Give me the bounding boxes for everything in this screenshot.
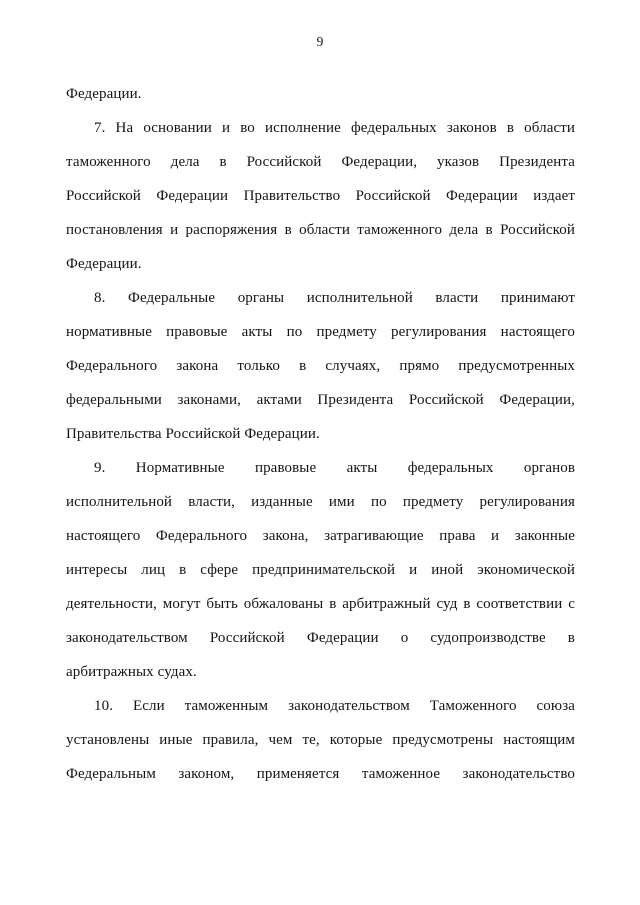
text-line: Федеральным законом, применяется таможенное законодательство [66,766,575,782]
text-line: Правительства Российской Федерации. [66,426,320,442]
text-line: Федерации. [66,86,142,102]
text-line: 9. Нормативные правовые акты федеральных органов [94,460,575,476]
text-line: установлены иные правила, чем те, которые предусмотрены настоящим [66,732,575,748]
text-line: законодательством Российской Федерации о судопроизводстве в [66,630,575,646]
text-line: настоящего Федерального закона, затрагивающие права и законные [66,528,575,544]
text-line: арбитражных судах. [66,664,197,680]
text-line: таможенного дела в Российской Федерации, указов Президента [66,154,575,170]
text-line: Федерального закона только в случаях, прямо предусмотренных [66,358,575,374]
text-line: деятельности, могут быть обжалованы в арбитражный суд в соответствии с [66,596,575,612]
document-body [66,77,575,791]
text-line: 10. Если таможенным законодательством Таможенного союза [94,698,575,714]
text-line: Федерации. [66,256,142,272]
text-line: нормативные правовые акты по предмету регулирования настоящего [66,324,575,340]
page-number: 9 [316,34,324,49]
text-line: исполнительной власти, изданные ими по предмету регулирования [66,494,575,510]
text-line: постановления и распоряжения в области таможенного дела в Российской [66,222,575,238]
text-line: 8. Федеральные органы исполнительной власти принимают [94,290,575,306]
text-line: Российской Федерации Правительство Российской Федерации издает [66,188,575,204]
text-line: интересы лиц в сфере предпринимательской и иной экономической [66,562,575,578]
text-line: 7. На основании и во исполнение федеральных законов в области [94,120,575,136]
text-line: федеральными законами, актами Президента Российской Федерации, [66,392,575,408]
